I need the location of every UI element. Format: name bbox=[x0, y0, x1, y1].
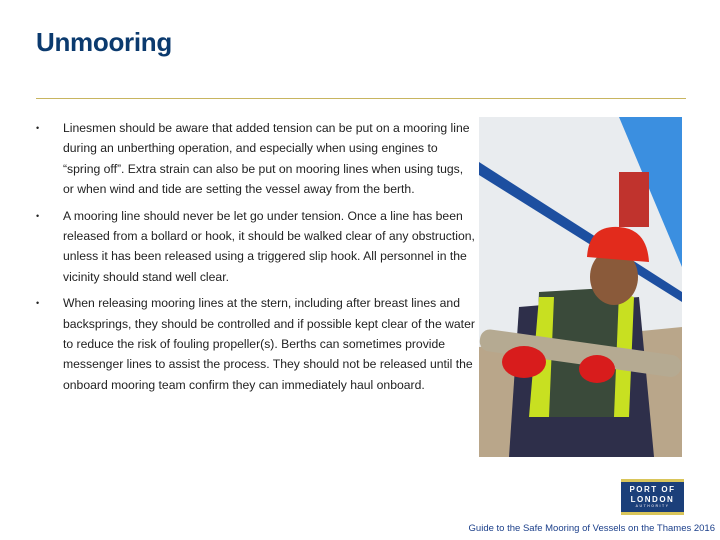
title-divider bbox=[36, 98, 686, 99]
bullet-text: A mooring line should never be let go under tension. Once a line has been released from a bollard or hook, it should be walked clear of any obstruction, unless it has been released using a triggered slip hook. All personnel in the vicinity should stand well clear. bbox=[63, 208, 475, 284]
linesman-photo bbox=[479, 117, 682, 457]
logo-line1: PORT OF bbox=[629, 485, 676, 494]
bullet-marker: • bbox=[36, 298, 40, 309]
page-title: Unmooring bbox=[36, 27, 172, 57]
bullet-item bbox=[36, 206, 476, 287]
footer-text: Guide to the Safe Mooring of Vessels on the Thames 2016 bbox=[468, 523, 715, 534]
logo-line3: AUTHORITY bbox=[635, 504, 670, 508]
bullet-text: Linesmen should be aware that added tension can be put on a mooring line during an unberthing operation, and especially when using engines to “spring off”. Extra strain can also be put on mooring lines when using tugs, or when wind and tide are setting the vessel away from the berth. bbox=[63, 121, 470, 196]
bullet-text: When releasing mooring lines at the stern, including after breast lines and backsprings, they should be controlled and if possible kept clear of the water to reduce the risk of fouling propeller(s). Berths can sometimes provide messenger lines to assist the process. They should not be released until the onboard mooring team confirm they can immediately haul onboard. bbox=[63, 296, 475, 392]
bullet-item bbox=[36, 293, 476, 394]
bullet-marker: • bbox=[36, 123, 40, 133]
bullet-list bbox=[36, 118, 476, 401]
logo-line2: LONDON bbox=[630, 495, 675, 504]
bullet-item bbox=[36, 118, 476, 199]
bullet-marker: • bbox=[36, 210, 40, 221]
port-of-london-authority-logo bbox=[621, 479, 684, 515]
